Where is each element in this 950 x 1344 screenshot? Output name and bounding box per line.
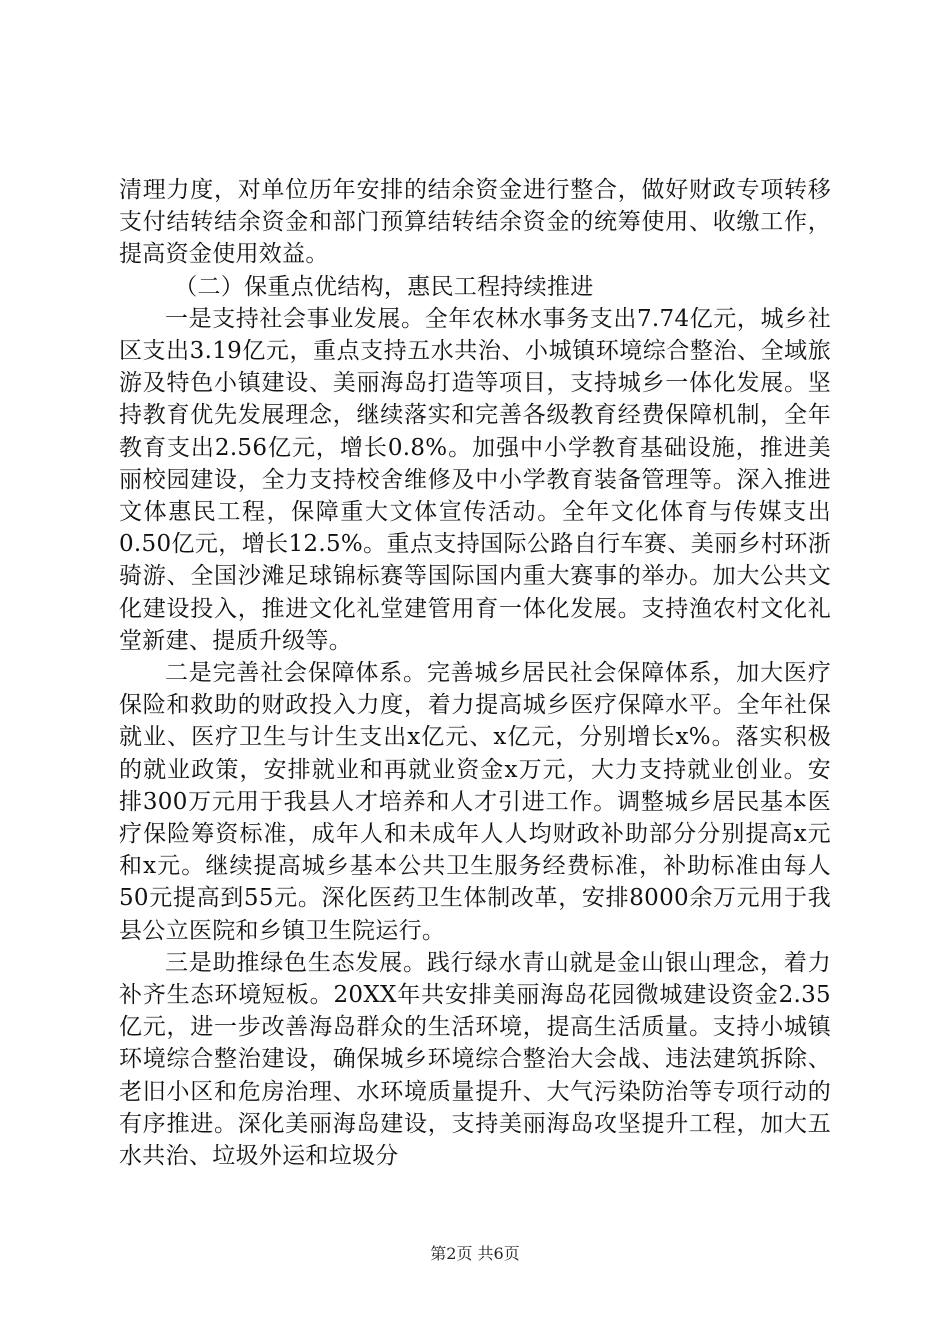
paragraph-social-security: 二是完善社会保障体系。完善城乡居民社会保障体系，加大医疗保险和救助的财政投入力度，着力提高城乡医疗保障水平。全年社保就业、医疗卫生与计生支出x亿元、x亿元，分别增长x%。落实积极的就业政策，安排就业和再就业资金x万元，大力支持就业创业。安排300万元用于我县人才培养和人才引进工作。调整城乡居民基本医疗保险筹资标准，成年人和未成年人人均财政补助部分分别提高x元和x元。继续提高城乡基本公共卫生服务经费标准，补助标准由每人50元提高到55元。深化医药卫生体制改革，安排8000余万元用于我县公立医院和乡镇卫生院运行。 — [119, 660, 831, 944]
section-heading: （二）保重点优结构，惠民工程持续推进 — [174, 273, 594, 300]
paragraph-social-development: 一是支持社会事业发展。全年农林水事务支出7.74亿元，城乡社区支出3.19亿元，重点支持五水共治、小城镇环境综合整治、全域旅游及特色小镇建设、美丽海岛打造等项目，支持城乡一体化发展。坚持教育优先发展理念，继续落实和完善各级教育经费保障机制，全年教育支出2.56亿元，增长0.8%。加强中小学教育基础设施，推进美丽校园建设，全力支持校舍维修及中小学教育装备管理等。深入推进文体惠民工程，保障重大文体宣传活动。全年文化体育与传媒支出0.50亿元，增长12.5%。重点支持国际公路自行车赛、美丽乡村环浙骑游、全国沙滩足球锦标赛等国际国内重大赛事的举办。加大公共文化建设投入，推进文化礼堂建管用育一体化发展。支持渔农村文化礼堂新建、提质升级等。 — [119, 305, 831, 654]
document-body — [119, 174, 831, 1172]
paragraph-continuation: 清理力度，对单位历年安排的结余资金进行整合，做好财政专项转移支付结转结余资金和部门预算结转结余资金的统筹使用、收缴工作，提高资金使用效益。 — [119, 177, 831, 268]
paragraph-green-ecology: 三是助推绿色生态发展。践行绿水青山就是金山银山理念，着力补齐生态环境短板。20XX年共安排美丽海岛花园微城建设资金2.35亿元，进一步改善海岛群众的生活环境，提高生活质量。支持小城镇环境综合整治建设，确保城乡环境综合整治大会战、违法建筑拆除、老旧小区和危房治理、水环境质量提升、大气污染防治等专项行动的有序推进。深化美丽海岛建设，支持美丽海岛攻坚提升工程，加大五水共治、垃圾外运和垃圾分 — [119, 949, 831, 1170]
page-number-footer: 第2页 共6页 — [430, 1244, 520, 1263]
